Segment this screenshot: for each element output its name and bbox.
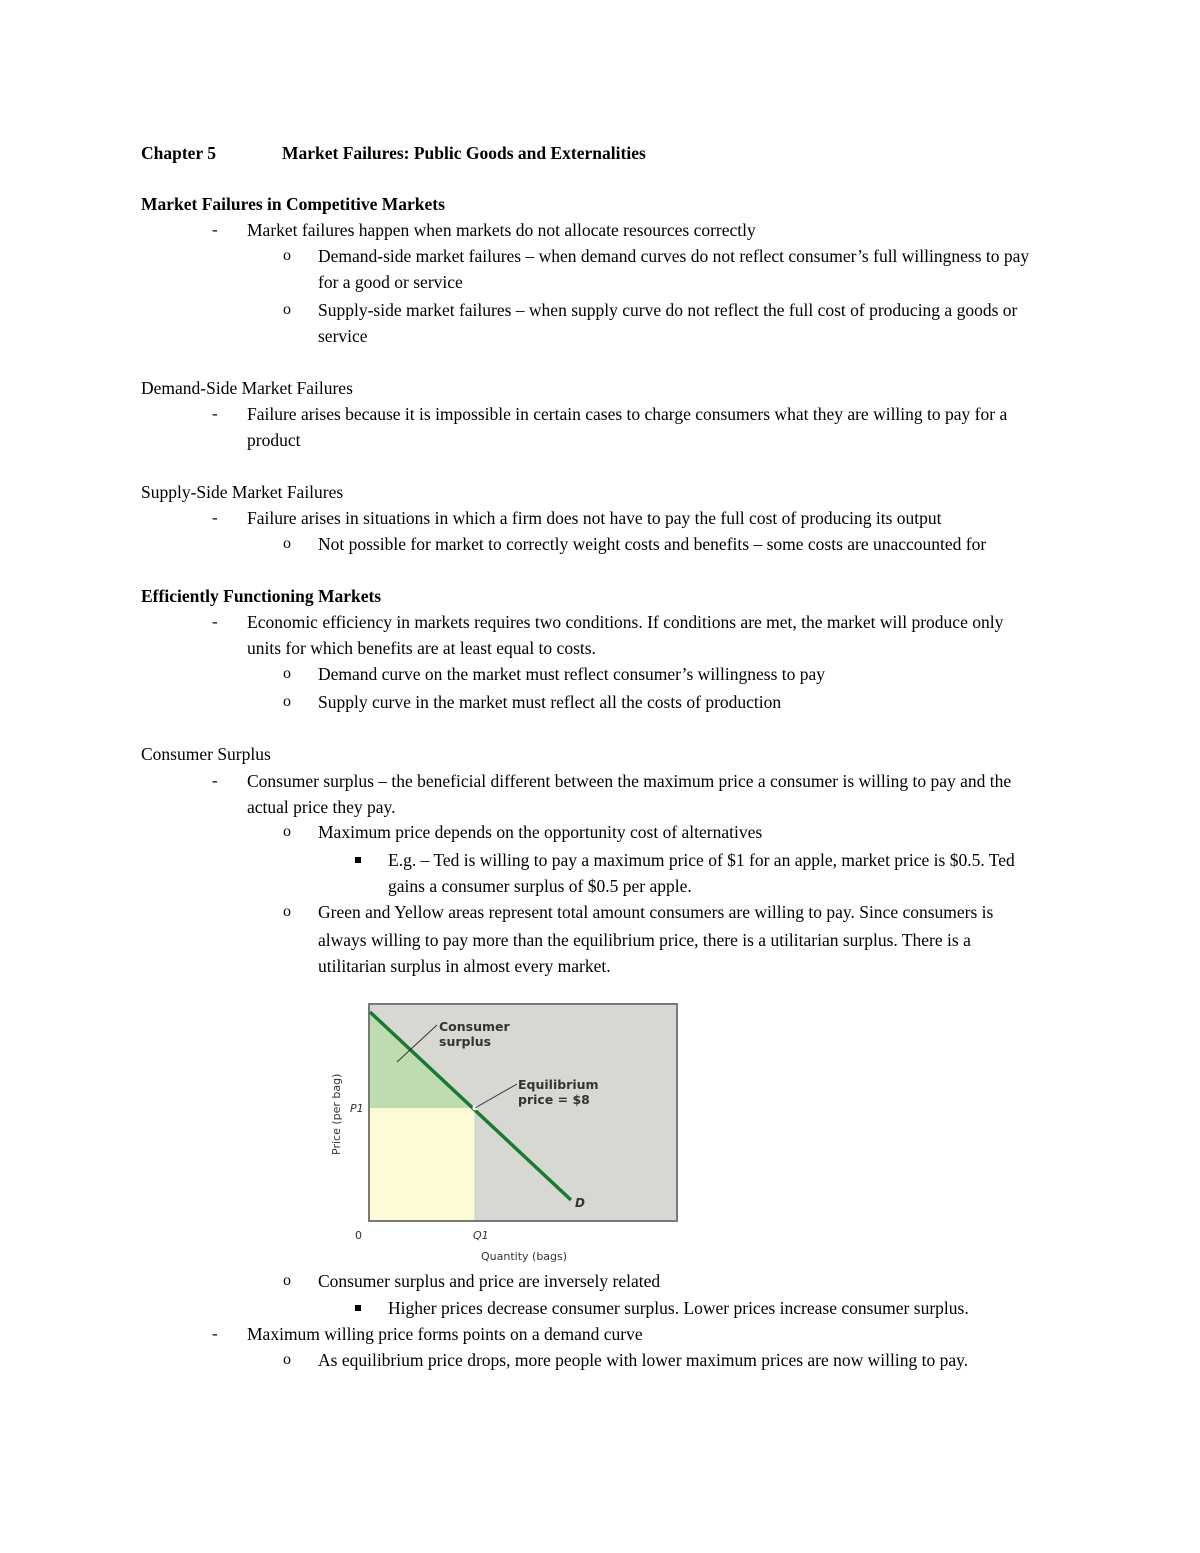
- annotation-eq-line2: price = $8: [518, 1092, 590, 1107]
- dash-bullet: -: [212, 771, 218, 790]
- bullet-text: Not possible for market to correctly weight costs and benefits – some costs are unaccounted for: [318, 534, 987, 554]
- bullet-text: Maximum price depends on the opportunity cost of alternatives: [318, 822, 763, 842]
- bullet-text: Economic efficiency in markets requires two conditions. If conditions are met, the market will produce only: [247, 612, 1004, 632]
- bullet-text: for a good or service: [318, 272, 463, 292]
- circle-bullet: o: [283, 247, 291, 264]
- bullet-text: Failure arises because it is impossible in certain cases to charge consumers what they are willing to pay for a: [247, 404, 1008, 424]
- bullet-text: Market failures happen when markets do not allocate resources correctly: [247, 220, 756, 240]
- section-heading-consumer-surplus: Consumer Surplus: [141, 744, 271, 764]
- circle-bullet: o: [283, 1272, 291, 1289]
- bullet-text: Green and Yellow areas represent total amount consumers are willing to pay. Since consumers is: [318, 902, 994, 922]
- square-bullet: [355, 857, 361, 863]
- bullet-text: Demand-side market failures – when demand curves do not reflect consumer’s full willingness to pay: [318, 246, 1030, 266]
- circle-bullet: o: [283, 903, 291, 920]
- square-bullet: [355, 1305, 361, 1311]
- bullet-text: Supply-side market failures – when supply curve do not reflect the full cost of producing a goods or: [318, 300, 1018, 320]
- annotation-surplus-line1: Consumer: [439, 1019, 510, 1034]
- bullet-text: E.g. – Ted is willing to pay a maximum price of $1 for an apple, market price is $0.5. Ted: [388, 850, 1015, 870]
- chapter-title: Market Failures: Public Goods and Externalities: [282, 143, 646, 163]
- dash-bullet: -: [212, 220, 218, 239]
- chapter-number: Chapter 5: [141, 143, 217, 163]
- y-axis-label: Price (per bag): [330, 1073, 343, 1155]
- bullet-text: As equilibrium price drops, more people with lower maximum prices are now willing to pay.: [318, 1350, 969, 1370]
- dash-bullet: -: [212, 404, 218, 423]
- bullet-text: Consumer surplus – the beneficial different between the maximum price a consumer is willing to pay and the: [247, 771, 1012, 791]
- bullet-text: Consumer surplus and price are inversely related: [318, 1271, 661, 1291]
- bullet-text: utilitarian surplus in almost every market.: [318, 956, 611, 976]
- bullet-text: service: [318, 326, 368, 346]
- bullet-text: gains a consumer surplus of $0.5 per apple.: [388, 876, 692, 896]
- bullet-text: Failure arises in situations in which a firm does not have to pay the full cost of producing its output: [247, 508, 942, 528]
- consumer-surplus-chart: [325, 1000, 685, 1265]
- circle-bullet: o: [283, 693, 291, 710]
- bullet-text: Supply curve in the market must reflect all the costs of production: [318, 692, 782, 712]
- section-heading-supply-side: Supply-Side Market Failures: [141, 482, 344, 502]
- y-tick-p1: P1: [350, 1102, 364, 1115]
- annotation-eq-line1: Equilibrium: [518, 1077, 599, 1092]
- origin-label: 0: [355, 1229, 362, 1242]
- bullet-text: product: [247, 430, 301, 450]
- section-heading-efficient: Efficiently Functioning Markets: [141, 586, 382, 606]
- x-tick-q1: Q1: [473, 1229, 489, 1242]
- bullet-text: actual price they pay.: [247, 797, 396, 817]
- x-axis-label: Quantity (bags): [481, 1250, 568, 1263]
- curve-label-d: D: [575, 1196, 585, 1210]
- circle-bullet: o: [283, 535, 291, 552]
- circle-bullet: o: [283, 665, 291, 682]
- bullet-text: units for which benefits are at least equal to costs.: [247, 638, 596, 658]
- section-heading-demand-side: Demand-Side Market Failures: [141, 378, 353, 398]
- bullet-text: always willing to pay more than the equilibrium price, there is a utilitarian surplus. There is a: [318, 930, 971, 950]
- dash-bullet: -: [212, 1324, 218, 1343]
- bullet-text: Maximum willing price forms points on a demand curve: [247, 1324, 643, 1344]
- bullet-text: Demand curve on the market must reflect consumer’s willingness to pay: [318, 664, 826, 684]
- section-heading-competitive: Market Failures in Competitive Markets: [141, 194, 445, 214]
- annotation-surplus-line2: surplus: [439, 1034, 492, 1049]
- bullet-text: Higher prices decrease consumer surplus. Lower prices increase consumer surplus.: [388, 1298, 969, 1318]
- circle-bullet: o: [283, 823, 291, 840]
- dash-bullet: -: [212, 508, 218, 527]
- expenditure-area: [370, 1108, 475, 1220]
- circle-bullet: o: [283, 301, 291, 318]
- circle-bullet: o: [283, 1351, 291, 1368]
- dash-bullet: -: [212, 612, 218, 631]
